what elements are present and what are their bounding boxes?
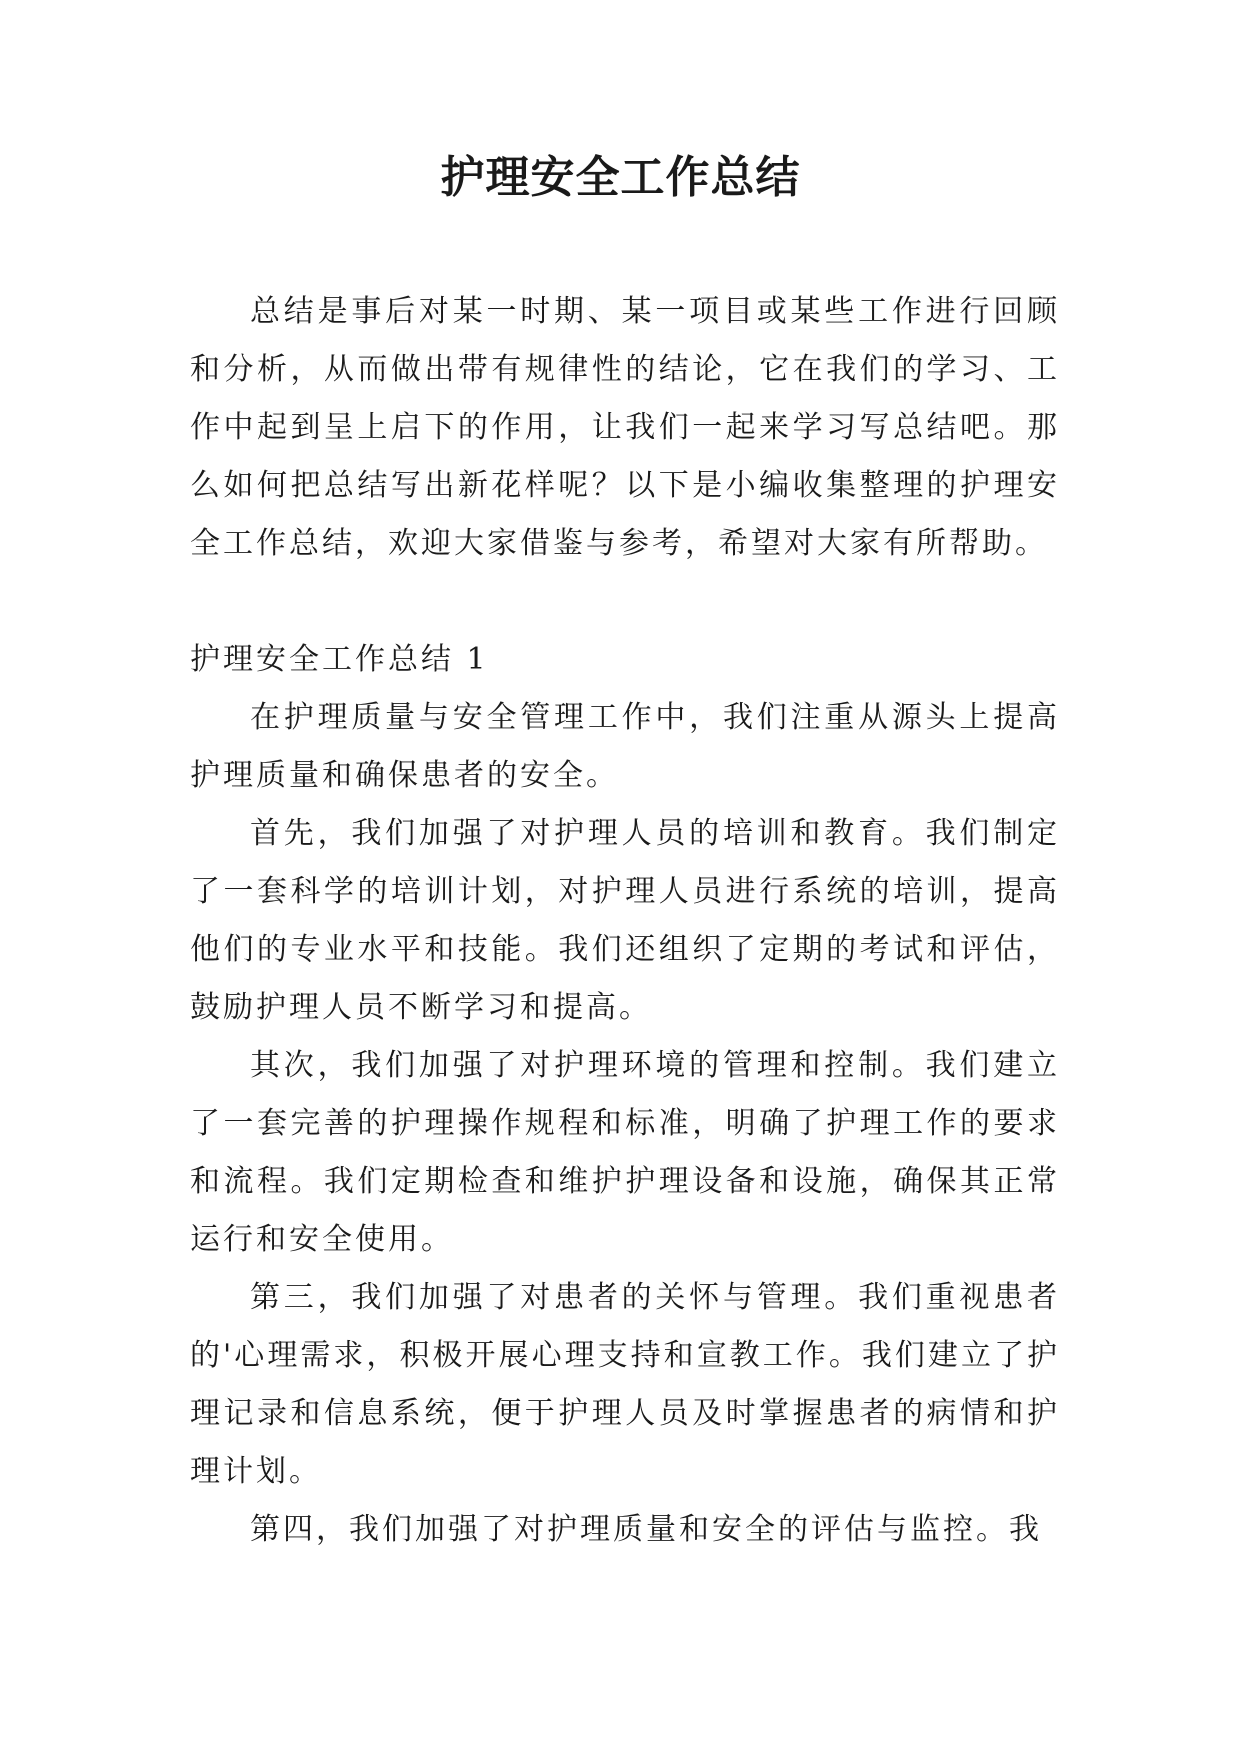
- body-paragraph-5: 第四，我们加强了对护理质量和安全的评估与监控。我: [250, 1512, 1042, 1547]
- body-paragraph-2: 首先，我们加强了对护理人员的培训和教育。我们制定了一套科学的培训计划，对护理人员进行系统的培训，提高他们的专业水平和技能。我们还组织了定期的考试和评估，鼓励护理人员不断学习和提高。: [190, 816, 1060, 1025]
- document-body: [190, 283, 1060, 1559]
- body-paragraph-3: 其次，我们加强了对护理环境的管理和控制。我们建立了一套完善的护理操作规程和标准，明确了护理工作的要求和流程。我们定期检查和维护护理设备和设施，确保其正常运行和安全使用。: [190, 1048, 1060, 1257]
- body-paragraph-1: 在护理质量与安全管理工作中，我们注重从源头上提高护理质量和确保患者的安全。: [190, 700, 1060, 793]
- section-heading: 护理安全工作总结 1: [190, 642, 489, 677]
- document-title: 护理安全工作总结: [440, 152, 801, 203]
- intro-paragraph: 总结是事后对某一时期、某一项目或某些工作进行回顾和分析，从而做出带有规律性的结论，它在我们的学习、工作中起到呈上启下的作用，让我们一起来学习写总结吧。那么如何把总结写出新花样呢？以下是小编收集整理的护理安全工作总结，欢迎大家借鉴与参考，希望对大家有所帮助。: [190, 294, 1060, 561]
- paragraph-spacer: [190, 573, 1060, 631]
- body-paragraph-4: 第三，我们加强了对患者的关怀与管理。我们重视患者的'心理需求，积极开展心理支持和宣教工作。我们建立了护理记录和信息系统，便于护理人员及时掌握患者的病情和护理计划。: [190, 1280, 1060, 1489]
